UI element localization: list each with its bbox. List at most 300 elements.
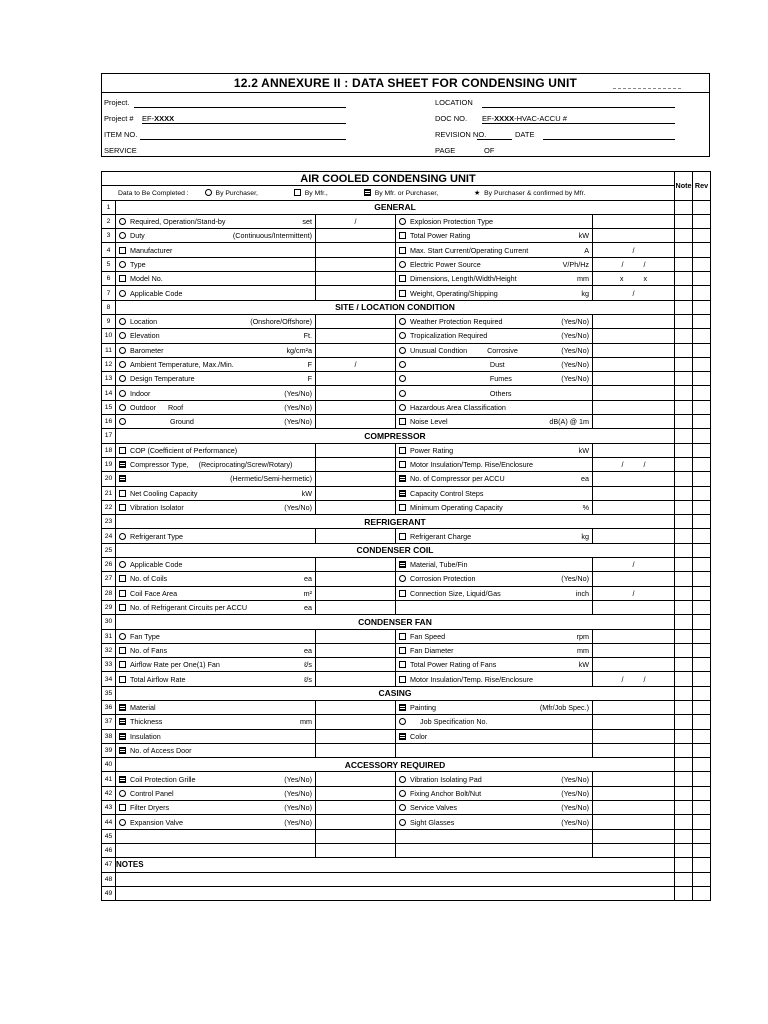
right-item-cell (396, 243, 593, 257)
right-item-text: Weight, Operating/Shipping (410, 288, 498, 298)
right-value-wrap (593, 673, 674, 686)
left-value-cell[interactable] (316, 500, 396, 514)
left-value-cell[interactable] (316, 272, 396, 286)
note-cell[interactable] (675, 658, 693, 672)
left-value-cell[interactable] (316, 629, 396, 643)
left-item-text: Indoor (130, 388, 151, 398)
rev-cell[interactable] (693, 729, 711, 743)
row-number: 46 (102, 843, 116, 857)
filled-square-icon (399, 490, 406, 497)
circle-icon (399, 375, 406, 382)
note-cell[interactable] (675, 343, 693, 357)
note-cell[interactable] (675, 272, 693, 286)
project-no-field[interactable] (142, 123, 346, 124)
left-item-cell (116, 386, 316, 400)
right-item-label (399, 317, 503, 326)
note-cell[interactable] (675, 472, 693, 486)
note-cell[interactable] (675, 257, 693, 271)
note-cell[interactable] (675, 515, 693, 529)
square-icon (399, 504, 406, 511)
rev-cell[interactable] (693, 286, 711, 300)
right-item-unit: V/Ph/Hz (562, 259, 589, 269)
left-value-cell[interactable] (316, 214, 396, 228)
right-value-cell[interactable] (593, 386, 675, 400)
left-value-cell[interactable] (316, 415, 396, 429)
row-number: 8 (102, 300, 116, 314)
left-value-cell[interactable] (316, 572, 396, 586)
left-value-cell[interactable] (316, 829, 396, 843)
location-field[interactable] (482, 107, 675, 108)
right-item-text: No. of Compressor per ACCU (410, 474, 505, 484)
right-value-cell[interactable] (593, 472, 675, 486)
left-value-cell[interactable] (316, 600, 396, 614)
rev-cell[interactable] (693, 872, 711, 886)
left-value-cell[interactable] (316, 457, 396, 471)
left-value-cell[interactable] (316, 472, 396, 486)
right-value-wrap (593, 472, 674, 485)
right-value-cell[interactable] (593, 314, 675, 328)
right-value-cell[interactable] (593, 772, 675, 786)
right-value-cell[interactable] (593, 743, 675, 757)
note-cell[interactable] (675, 700, 693, 714)
table-row (102, 858, 711, 872)
left-blank-cell[interactable] (116, 829, 316, 843)
right-item-text: Capacity Control Steps (410, 488, 484, 498)
left-item-text: Model No. (130, 274, 163, 284)
right-value-cell[interactable] (593, 629, 675, 643)
left-item-text: Compressor Type, (Reciprocating/Screw/Rotary) (130, 460, 293, 470)
rev-cell[interactable] (693, 558, 711, 572)
note-cell[interactable] (675, 558, 693, 572)
left-field-cell (116, 658, 315, 671)
notes-line[interactable] (116, 872, 675, 886)
note-cell[interactable] (675, 643, 693, 657)
note-cell[interactable] (675, 615, 693, 629)
table-row (102, 715, 711, 729)
note-cell[interactable] (675, 629, 693, 643)
rev-cell[interactable] (693, 529, 711, 543)
left-value-cell[interactable] (316, 400, 396, 414)
right-item-text: Refrigerant Charge (410, 531, 472, 541)
circle-icon (205, 189, 212, 196)
table-row (102, 472, 711, 486)
right-value-cell[interactable] (593, 357, 675, 371)
left-value-cell[interactable] (316, 729, 396, 743)
right-value-cell[interactable] (593, 558, 675, 572)
right-item-text: Color (410, 731, 428, 741)
left-value-cell[interactable] (316, 529, 396, 543)
right-value-cell[interactable] (593, 486, 675, 500)
left-value-cell[interactable] (316, 372, 396, 386)
rev-cell[interactable] (693, 586, 711, 600)
right-item-label (399, 346, 518, 355)
rev-cell[interactable] (693, 658, 711, 672)
right-item-label (399, 246, 528, 255)
table-row (102, 743, 711, 757)
star-icon: ★ (474, 189, 481, 197)
rev-cell[interactable] (693, 400, 711, 414)
note-cell[interactable] (675, 672, 693, 686)
left-item-unit: F (307, 360, 312, 369)
note-cell[interactable] (675, 229, 693, 243)
rev-cell[interactable] (693, 886, 711, 900)
table-row (102, 886, 711, 900)
note-cell[interactable] (675, 686, 693, 700)
right-value-cell[interactable] (593, 672, 675, 686)
rev-cell[interactable] (693, 429, 711, 443)
note-cell[interactable] (675, 243, 693, 257)
left-value-cell[interactable] (316, 343, 396, 357)
row-number: 21 (102, 486, 116, 500)
right-value-cell[interactable] (593, 343, 675, 357)
left-value-wrap (316, 658, 395, 671)
left-value-cell[interactable] (316, 486, 396, 500)
left-item-text: Insulation (130, 731, 161, 741)
rev-cell[interactable] (693, 686, 711, 700)
right-value-cell[interactable] (593, 415, 675, 429)
rev-cell[interactable] (693, 486, 711, 500)
left-item-label (119, 703, 156, 712)
right-value-cell[interactable] (593, 372, 675, 386)
left-value-cell[interactable] (316, 229, 396, 243)
right-item-cell (396, 586, 593, 600)
rev-cell[interactable] (693, 715, 711, 729)
rev-cell[interactable] (693, 257, 711, 271)
right-blank-cell[interactable] (396, 829, 593, 843)
right-field-cell (396, 401, 592, 414)
rev-cell[interactable] (693, 515, 711, 529)
rev-cell[interactable] (693, 786, 711, 800)
left-item-text: Filter Dryers (130, 803, 170, 813)
right-value-cell[interactable] (593, 229, 675, 243)
right-value-cell[interactable] (593, 600, 675, 614)
rev-cell[interactable] (693, 700, 711, 714)
circle-icon (119, 218, 126, 225)
right-field-cell (396, 787, 592, 800)
right-item-cell (396, 529, 593, 543)
note-cell[interactable] (675, 372, 693, 386)
left-value-cell[interactable] (316, 815, 396, 829)
right-value-wrap (593, 387, 674, 400)
rev-cell[interactable] (693, 801, 711, 815)
note-cell[interactable] (675, 314, 693, 328)
note-cell[interactable] (675, 357, 693, 371)
right-field-cell (396, 244, 592, 257)
note-cell[interactable] (675, 758, 693, 772)
left-value-cell[interactable] (316, 357, 396, 371)
left-item-text: Expansion Valve (130, 817, 184, 827)
left-blank-cell[interactable] (116, 843, 316, 857)
right-item-cell (396, 400, 593, 414)
rev-cell[interactable] (693, 843, 711, 857)
left-value-cell[interactable] (316, 243, 396, 257)
left-item-cell (116, 529, 316, 543)
page-label: PAGE (435, 146, 456, 155)
right-item-text: Service Valves (410, 803, 458, 813)
rev-cell[interactable] (693, 572, 711, 586)
rev-cell[interactable] (693, 858, 711, 872)
doc-no-field[interactable] (482, 123, 675, 124)
left-item-label (119, 231, 145, 240)
right-value-cell[interactable] (593, 643, 675, 657)
right-value-wrap (593, 658, 674, 671)
row-number: 40 (102, 758, 116, 772)
rev-cell[interactable] (693, 200, 711, 214)
right-value-wrap (593, 601, 674, 614)
rev-cell[interactable] (693, 815, 711, 829)
project-field[interactable] (134, 107, 346, 108)
note-cell[interactable] (675, 572, 693, 586)
note-cell[interactable] (675, 286, 693, 300)
right-item-cell (396, 600, 593, 614)
right-item-text: Hazardous Area Classification (410, 402, 506, 412)
left-value-cell[interactable] (316, 257, 396, 271)
note-cell[interactable] (675, 715, 693, 729)
left-value-cell[interactable] (316, 801, 396, 815)
right-item-unit: (Yes/No) (561, 374, 589, 384)
right-item-cell (396, 386, 593, 400)
right-item-label (399, 532, 471, 541)
rev-cell[interactable] (693, 772, 711, 786)
note-cell[interactable] (675, 500, 693, 514)
right-value-cell[interactable] (593, 572, 675, 586)
left-item-unit: (Hermetic/Semi-hermetic) (230, 474, 312, 484)
row-number: 19 (102, 457, 116, 471)
item-no-field[interactable] (140, 139, 346, 140)
note-cell[interactable] (675, 400, 693, 414)
rev-cell[interactable] (693, 229, 711, 243)
left-value-wrap (316, 329, 395, 342)
table-row (102, 243, 711, 257)
left-value-cell[interactable] (316, 700, 396, 714)
note-cell[interactable] (675, 729, 693, 743)
right-value-cell[interactable] (593, 700, 675, 714)
legend-mfr-or-purchaser: By Mfr. or Purchaser, (364, 190, 438, 197)
right-value-cell[interactable] (593, 658, 675, 672)
rev-cell[interactable] (693, 357, 711, 371)
note-cell[interactable] (675, 443, 693, 457)
date-field[interactable] (543, 139, 675, 140)
note-cell[interactable] (675, 600, 693, 614)
note-cell[interactable] (675, 743, 693, 757)
right-value-cell[interactable] (593, 529, 675, 543)
filled-square-icon (119, 704, 126, 711)
left-value-cell[interactable] (316, 743, 396, 757)
left-item-text: Location (130, 317, 158, 327)
table-row (102, 772, 711, 786)
right-value-cell[interactable] (593, 729, 675, 743)
rev-cell[interactable] (693, 300, 711, 314)
right-item-label (399, 632, 445, 641)
note-cell[interactable] (675, 815, 693, 829)
rev-cell[interactable] (693, 829, 711, 843)
left-value-wrap (316, 558, 395, 571)
right-item-cell (396, 572, 593, 586)
right-value-wrap (593, 487, 674, 500)
left-item-label (119, 260, 146, 269)
rev-cell[interactable] (693, 743, 711, 757)
note-cell[interactable] (675, 329, 693, 343)
left-item-unit: (Yes/No) (284, 402, 312, 412)
rev-cell[interactable] (693, 615, 711, 629)
square-icon (399, 461, 406, 468)
right-value-cell[interactable] (593, 286, 675, 300)
rev-cell[interactable] (693, 457, 711, 471)
right-value-cell[interactable] (593, 243, 675, 257)
right-value-cell[interactable] (593, 257, 675, 271)
left-field-cell (116, 715, 315, 728)
left-field-cell (116, 315, 315, 328)
left-item-unit: (Continuous/Intermittent) (232, 231, 312, 241)
rev-cell[interactable] (693, 214, 711, 228)
right-item-label (399, 803, 457, 812)
revision-field[interactable] (477, 139, 512, 140)
left-value-cell[interactable] (316, 772, 396, 786)
left-value-wrap (316, 472, 395, 485)
note-cell[interactable] (675, 415, 693, 429)
rev-cell[interactable] (693, 314, 711, 328)
filled-square-icon (119, 776, 126, 783)
right-field-cell (396, 572, 592, 585)
left-item-unit: (Yes/No) (284, 788, 312, 798)
left-item-cell (116, 472, 316, 486)
left-value-cell[interactable] (316, 658, 396, 672)
rev-cell[interactable] (693, 343, 711, 357)
left-item-unit: (Yes/No) (284, 502, 312, 512)
right-value-cell[interactable] (593, 443, 675, 457)
right-item-unit: A (584, 245, 589, 255)
rev-cell[interactable] (693, 643, 711, 657)
left-item-label (119, 732, 161, 741)
rev-cell[interactable] (693, 443, 711, 457)
left-value-cell[interactable] (316, 715, 396, 729)
right-value-cell[interactable] (593, 214, 675, 228)
row-number: 24 (102, 529, 116, 543)
note-cell[interactable] (675, 786, 693, 800)
rev-cell[interactable] (693, 672, 711, 686)
left-value-cell[interactable] (316, 386, 396, 400)
right-value-cell[interactable] (593, 586, 675, 600)
right-value-cell[interactable] (593, 829, 675, 843)
rev-cell[interactable] (693, 629, 711, 643)
rev-cell[interactable] (693, 600, 711, 614)
note-cell[interactable] (675, 543, 693, 557)
right-field-cell (396, 558, 592, 571)
note-cell[interactable] (675, 858, 693, 872)
rev-cell[interactable] (693, 386, 711, 400)
left-item-cell (116, 600, 316, 614)
left-value-cell[interactable] (316, 586, 396, 600)
left-value-cell[interactable] (316, 786, 396, 800)
rev-cell[interactable] (693, 472, 711, 486)
right-value-cell[interactable] (593, 786, 675, 800)
rev-cell[interactable] (693, 329, 711, 343)
left-item-text: No. of Access Door (130, 746, 192, 756)
right-item-text: Noise Level (410, 417, 448, 427)
left-item-text: Required, Operation/Stand-by (130, 217, 226, 227)
note-cell[interactable] (675, 386, 693, 400)
left-value-cell[interactable] (316, 329, 396, 343)
note-cell[interactable] (675, 429, 693, 443)
left-value-cell[interactable] (316, 843, 396, 857)
right-field-cell (396, 329, 592, 342)
note-cell[interactable] (675, 801, 693, 815)
notes-line[interactable] (116, 886, 675, 900)
row-number: 13 (102, 372, 116, 386)
right-value-cell[interactable] (593, 329, 675, 343)
note-cell[interactable] (675, 772, 693, 786)
note-cell[interactable] (675, 300, 693, 314)
left-value-cell[interactable] (316, 672, 396, 686)
left-item-unit: (Yes/No) (284, 388, 312, 398)
left-value-cell[interactable] (316, 314, 396, 328)
left-value-cell[interactable] (316, 558, 396, 572)
right-field-cell (396, 415, 592, 428)
note-cell[interactable] (675, 886, 693, 900)
left-value-wrap (316, 487, 395, 500)
circle-icon (119, 290, 126, 297)
right-value-cell[interactable] (593, 500, 675, 514)
left-item-cell (116, 658, 316, 672)
note-cell[interactable] (675, 529, 693, 543)
rev-cell[interactable] (693, 243, 711, 257)
left-value-cell[interactable] (316, 443, 396, 457)
right-item-label (399, 646, 454, 655)
circle-icon (399, 575, 406, 582)
row-number: 29 (102, 600, 116, 614)
table-row (102, 672, 711, 686)
table-row (102, 343, 711, 357)
right-value-cell[interactable] (593, 400, 675, 414)
right-blank-cell[interactable] (396, 843, 593, 857)
left-value-cell[interactable] (316, 643, 396, 657)
note-cell[interactable] (675, 829, 693, 843)
right-value-cell[interactable] (593, 457, 675, 471)
note-cell[interactable] (675, 586, 693, 600)
right-value-cell[interactable] (593, 801, 675, 815)
left-item-label (119, 346, 164, 355)
left-item-text: Ambient Temperature, Max./Min. (130, 360, 234, 369)
right-value-cell[interactable] (593, 815, 675, 829)
left-item-cell (116, 257, 316, 271)
note-cell[interactable] (675, 843, 693, 857)
right-value-wrap (593, 258, 674, 271)
rev-cell[interactable] (693, 758, 711, 772)
right-item-text: Motor Insulation/Temp. Rise/Enclosure (410, 674, 534, 684)
row-number: 49 (102, 886, 116, 900)
left-item-text: No. of Refrigerant Circuits per ACCU (130, 603, 248, 613)
right-item-unit: kg (581, 531, 589, 541)
rev-cell[interactable] (693, 543, 711, 557)
table-row (102, 286, 711, 300)
left-value-cell[interactable] (316, 286, 396, 300)
rev-cell[interactable] (693, 500, 711, 514)
note-cell[interactable] (675, 872, 693, 886)
note-cell[interactable] (675, 486, 693, 500)
right-value: / (632, 245, 635, 255)
note-cell[interactable] (675, 200, 693, 214)
left-item-text: Vibration Isolator (130, 502, 184, 512)
rev-cell[interactable] (693, 372, 711, 386)
right-value-cell[interactable] (593, 272, 675, 286)
rev-cell[interactable] (693, 272, 711, 286)
note-cell[interactable] (675, 457, 693, 471)
rev-cell[interactable] (693, 415, 711, 429)
right-value-cell[interactable] (593, 715, 675, 729)
note-cell[interactable] (675, 214, 693, 228)
table-row (102, 758, 711, 772)
right-value-cell[interactable] (593, 843, 675, 857)
